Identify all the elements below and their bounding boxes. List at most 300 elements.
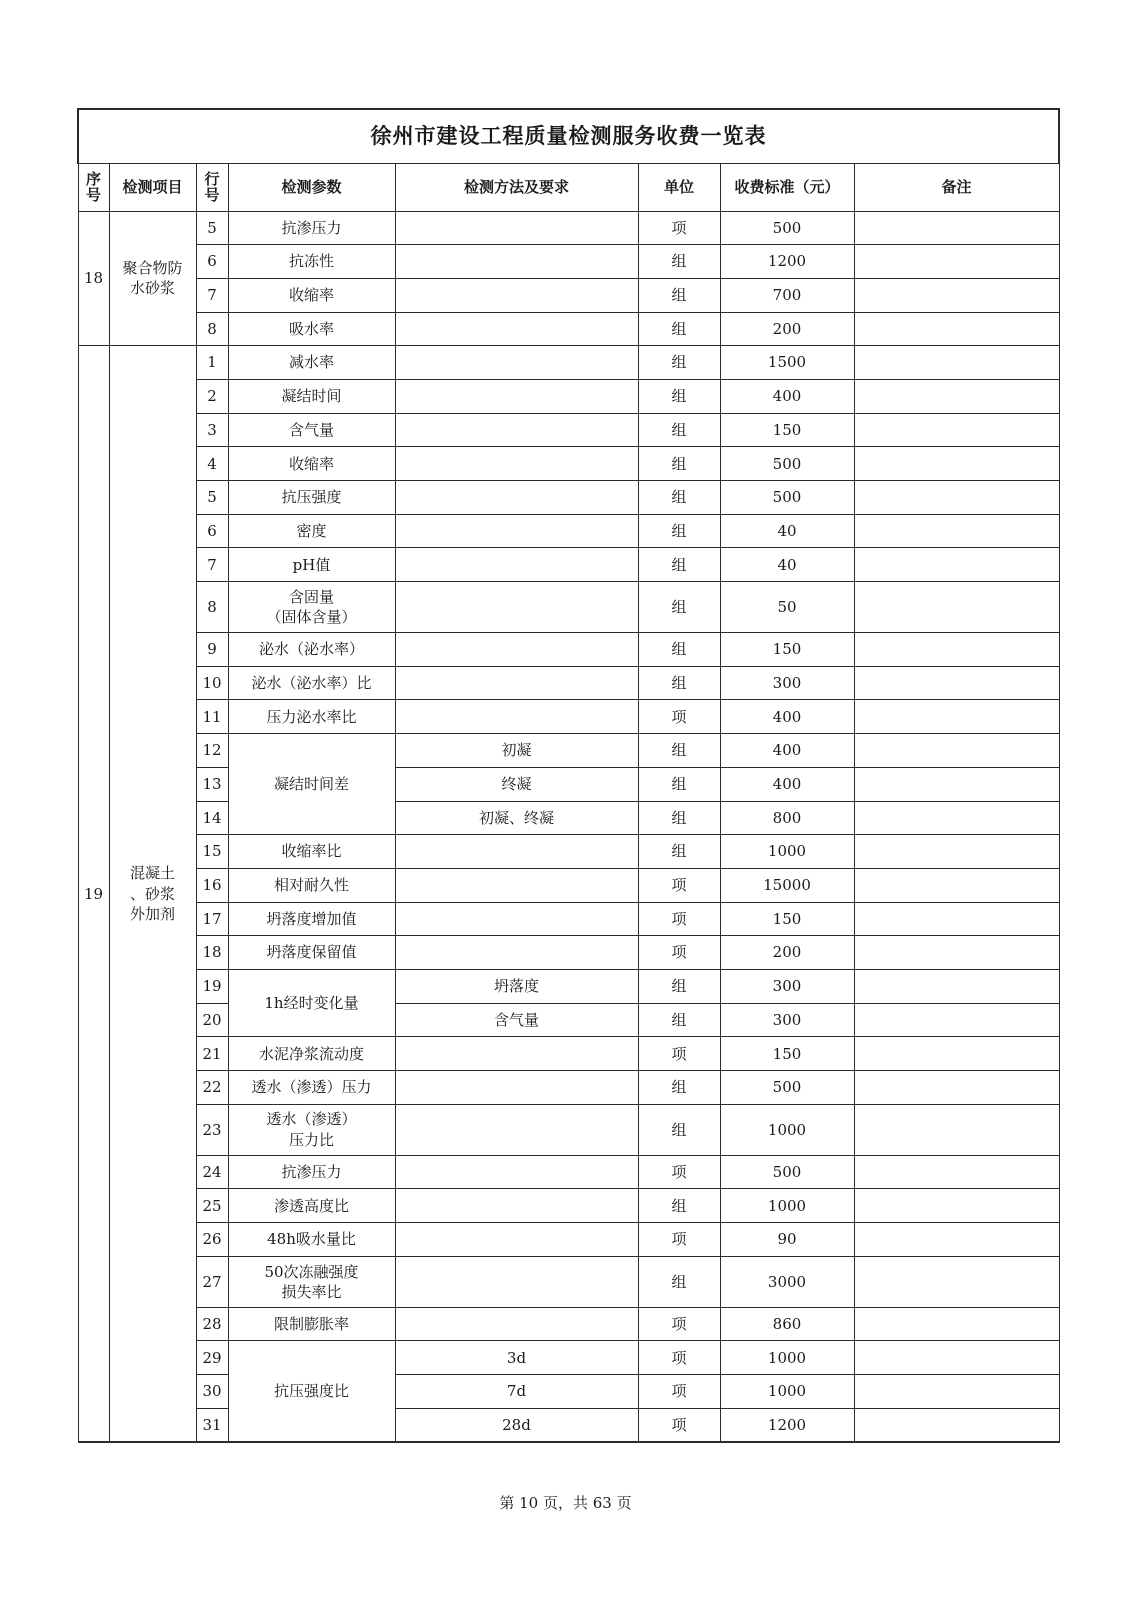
test-method xyxy=(395,835,638,869)
unit-text: 组 xyxy=(671,597,687,616)
test-param xyxy=(228,346,395,380)
test-param xyxy=(228,514,395,548)
test-param xyxy=(228,548,395,582)
test-param xyxy=(228,969,395,1036)
test-method xyxy=(395,548,638,582)
note xyxy=(854,1037,1059,1071)
fee xyxy=(720,346,854,380)
line-number-text: 6 xyxy=(207,521,217,540)
fee-text: 700 xyxy=(772,286,802,305)
unit-text: 组 xyxy=(671,741,687,760)
line-number-text: 10 xyxy=(202,673,222,692)
line-number xyxy=(196,312,228,346)
test-method xyxy=(395,278,638,312)
unit xyxy=(638,379,720,413)
unit-text: 组 xyxy=(671,488,687,507)
unit xyxy=(638,835,720,869)
fee xyxy=(720,868,854,902)
fee xyxy=(720,1307,854,1341)
fee-text: 1000 xyxy=(767,842,807,861)
note xyxy=(854,1189,1059,1223)
line-number-text: 23 xyxy=(202,1120,222,1139)
table-row xyxy=(78,1155,1059,1189)
test-param xyxy=(228,936,395,970)
line-number xyxy=(196,379,228,413)
test-method-text: 含气量 xyxy=(493,1010,539,1029)
line-number xyxy=(196,1003,228,1037)
test-param xyxy=(228,902,395,936)
note xyxy=(854,245,1059,279)
note xyxy=(854,936,1059,970)
note xyxy=(854,835,1059,869)
test-param-text: 凝结时间 xyxy=(281,387,342,406)
unit xyxy=(638,767,720,801)
line-number xyxy=(196,868,228,902)
table-row xyxy=(78,1223,1059,1257)
test-param-text: 水泥净浆流动度 xyxy=(258,1044,364,1063)
header-note: 备注 xyxy=(854,163,1059,211)
line-number-text: 13 xyxy=(202,775,222,794)
fee-text: 150 xyxy=(772,909,802,928)
test-param-text: pH值 xyxy=(292,555,331,574)
test-param-text: 限制膨胀率 xyxy=(273,1314,349,1333)
note xyxy=(854,734,1059,768)
fee xyxy=(720,767,854,801)
test-param-text: 抗压强度比 xyxy=(273,1382,349,1401)
line-number-text: 4 xyxy=(207,454,217,473)
unit xyxy=(638,1155,720,1189)
header-line: 行 号 xyxy=(196,163,228,211)
table-row xyxy=(78,666,1059,700)
test-param xyxy=(228,1071,395,1105)
unit-text: 组 xyxy=(671,1272,687,1291)
line-number xyxy=(196,548,228,582)
test-method xyxy=(395,1189,638,1223)
unit-text: 组 xyxy=(671,977,687,996)
line-number xyxy=(196,1375,228,1409)
fee xyxy=(720,1155,854,1189)
test-method xyxy=(395,1003,638,1037)
note xyxy=(854,548,1059,582)
fee-text: 150 xyxy=(772,1044,802,1063)
fee-text: 800 xyxy=(772,808,802,827)
test-method xyxy=(395,447,638,481)
test-method xyxy=(395,211,638,245)
unit xyxy=(638,548,720,582)
test-method xyxy=(395,312,638,346)
line-number xyxy=(196,1341,228,1375)
unit xyxy=(638,481,720,515)
line-number-text: 5 xyxy=(207,218,217,237)
test-param-text: 含固量 （固体含量） xyxy=(266,587,357,627)
fee xyxy=(720,1037,854,1071)
fee-text: 300 xyxy=(772,977,802,996)
test-method xyxy=(395,1256,638,1307)
unit xyxy=(638,1408,720,1442)
fee xyxy=(720,1104,854,1155)
line-number-text: 29 xyxy=(202,1348,222,1367)
unit xyxy=(638,582,720,633)
line-number xyxy=(196,767,228,801)
note xyxy=(854,278,1059,312)
test-param xyxy=(228,1104,395,1155)
line-number xyxy=(196,936,228,970)
fee-text: 500 xyxy=(772,454,802,473)
header-param: 检测参数 xyxy=(228,163,395,211)
note xyxy=(854,1003,1059,1037)
line-number xyxy=(196,1155,228,1189)
unit-text: 项 xyxy=(671,1162,687,1181)
test-method-text: 终凝 xyxy=(501,775,532,794)
test-method-text: 7d xyxy=(506,1382,527,1401)
test-param xyxy=(228,700,395,734)
test-param-text: 坍落度保留值 xyxy=(266,943,357,962)
fee-text: 40 xyxy=(777,555,797,574)
unit xyxy=(638,734,720,768)
test-param-text: 抗渗压力 xyxy=(281,218,342,237)
test-method xyxy=(395,801,638,835)
line-number-text: 20 xyxy=(202,1010,222,1029)
test-param xyxy=(228,447,395,481)
fee-text: 1000 xyxy=(767,1120,807,1139)
line-number xyxy=(196,835,228,869)
unit xyxy=(638,1189,720,1223)
test-method-text: 3d xyxy=(506,1348,527,1367)
fee-text: 3000 xyxy=(767,1272,807,1291)
note xyxy=(854,700,1059,734)
fee xyxy=(720,447,854,481)
note xyxy=(854,346,1059,380)
test-param xyxy=(228,666,395,700)
note xyxy=(854,633,1059,667)
group-seq xyxy=(78,211,109,346)
fee-text: 15000 xyxy=(763,876,811,895)
page-footer: 第 10 页，共 63 页 xyxy=(499,1494,632,1512)
fee-text: 400 xyxy=(772,775,802,794)
line-number xyxy=(196,1037,228,1071)
test-method xyxy=(395,936,638,970)
fee xyxy=(720,278,854,312)
line-number-text: 19 xyxy=(202,977,222,996)
line-number-text: 5 xyxy=(207,488,217,507)
fee-text: 150 xyxy=(772,420,802,439)
test-param xyxy=(228,1256,395,1307)
table-row xyxy=(78,1341,1059,1375)
test-method xyxy=(395,767,638,801)
unit-text: 组 xyxy=(671,775,687,794)
test-param-text: 压力泌水率比 xyxy=(266,707,357,726)
table-row xyxy=(78,1104,1059,1155)
header-unit: 单位 xyxy=(638,163,720,211)
fee-schedule-table xyxy=(77,108,1060,1443)
note xyxy=(854,447,1059,481)
unit xyxy=(638,514,720,548)
line-number-text: 12 xyxy=(202,741,222,760)
unit xyxy=(638,666,720,700)
line-number-text: 7 xyxy=(207,555,217,574)
line-number xyxy=(196,1189,228,1223)
test-param-text: 泌水（泌水率）比 xyxy=(251,673,372,692)
line-number xyxy=(196,969,228,1003)
table-row xyxy=(78,1189,1059,1223)
test-method xyxy=(395,379,638,413)
note xyxy=(854,211,1059,245)
test-param-text: 凝结时间差 xyxy=(273,775,349,794)
line-number-text: 6 xyxy=(207,252,217,271)
note xyxy=(854,1307,1059,1341)
table-row xyxy=(78,211,1059,245)
table-row xyxy=(78,379,1059,413)
line-number xyxy=(196,413,228,447)
unit-text: 组 xyxy=(671,252,687,271)
fee xyxy=(720,801,854,835)
line-number xyxy=(196,582,228,633)
fee xyxy=(720,211,854,245)
unit-text: 项 xyxy=(671,1382,687,1401)
fee-text: 500 xyxy=(772,218,802,237)
test-param xyxy=(228,1341,395,1442)
line-number xyxy=(196,278,228,312)
test-method xyxy=(395,902,638,936)
note xyxy=(854,868,1059,902)
unit xyxy=(638,902,720,936)
test-param-text: 50次冻融强度 损失率比 xyxy=(264,1262,359,1301)
test-param-text: 密度 xyxy=(296,521,327,540)
test-param-text: 坍落度增加值 xyxy=(266,909,357,928)
table-row xyxy=(78,801,1059,835)
unit-text: 项 xyxy=(671,1314,687,1333)
test-param xyxy=(228,734,395,835)
unit-text: 组 xyxy=(671,319,687,338)
unit xyxy=(638,1104,720,1155)
test-param-text: 含气量 xyxy=(288,420,334,439)
fee-text: 40 xyxy=(777,521,797,540)
line-number xyxy=(196,902,228,936)
test-param-text: 相对耐久性 xyxy=(273,876,349,895)
test-param-text: 减水率 xyxy=(288,353,334,372)
note xyxy=(854,767,1059,801)
test-param xyxy=(228,633,395,667)
line-number xyxy=(196,1408,228,1442)
test-param-text: 收缩率 xyxy=(288,286,334,305)
line-number xyxy=(196,514,228,548)
unit-text: 组 xyxy=(671,454,687,473)
fee xyxy=(720,1071,854,1105)
fee-text: 300 xyxy=(772,673,802,692)
test-param-text: 抗冻性 xyxy=(288,252,334,271)
table-row xyxy=(78,868,1059,902)
line-number xyxy=(196,700,228,734)
fee-text: 500 xyxy=(772,1162,802,1181)
fee xyxy=(720,1408,854,1442)
line-number-text: 7 xyxy=(207,286,217,305)
test-param xyxy=(228,278,395,312)
note xyxy=(854,1223,1059,1257)
unit-text: 组 xyxy=(671,521,687,540)
test-param-text: 吸水率 xyxy=(288,319,334,338)
note xyxy=(854,582,1059,633)
fee xyxy=(720,835,854,869)
line-number-text: 27 xyxy=(202,1272,222,1291)
unit-text: 项 xyxy=(671,1230,687,1249)
line-number xyxy=(196,447,228,481)
unit xyxy=(638,1071,720,1105)
table-row xyxy=(78,902,1059,936)
test-param-text: 渗透高度比 xyxy=(273,1196,349,1215)
fee-text: 200 xyxy=(772,943,802,962)
note xyxy=(854,413,1059,447)
test-param xyxy=(228,481,395,515)
fee-text: 200 xyxy=(772,319,802,338)
fee-text: 1500 xyxy=(767,353,807,372)
line-number xyxy=(196,481,228,515)
unit-text: 项 xyxy=(671,1415,687,1434)
line-number-text: 8 xyxy=(207,319,217,338)
line-number xyxy=(196,1223,228,1257)
test-method xyxy=(395,1071,638,1105)
fee-text: 90 xyxy=(777,1230,797,1249)
unit xyxy=(638,1256,720,1307)
line-number-text: 24 xyxy=(202,1162,222,1181)
note xyxy=(854,1104,1059,1155)
test-param-text: 48h吸水量比 xyxy=(267,1230,356,1249)
test-param-text: 1h经时变化量 xyxy=(264,994,359,1012)
fee xyxy=(720,969,854,1003)
line-number-text: 3 xyxy=(207,420,217,439)
unit-text: 项 xyxy=(671,943,687,962)
fee xyxy=(720,481,854,515)
table-row xyxy=(78,767,1059,801)
test-method xyxy=(395,1375,638,1409)
line-number xyxy=(196,245,228,279)
test-method xyxy=(395,514,638,548)
test-param xyxy=(228,1155,395,1189)
test-method xyxy=(395,582,638,633)
group-seq-text: 18 xyxy=(83,269,104,288)
unit xyxy=(638,1003,720,1037)
test-param xyxy=(228,1037,395,1071)
unit xyxy=(638,1307,720,1341)
line-number-text: 14 xyxy=(202,808,222,827)
fee xyxy=(720,582,854,633)
header-item: 检测项目 xyxy=(109,163,196,211)
fee xyxy=(720,1256,854,1307)
test-method xyxy=(395,700,638,734)
table-row xyxy=(78,548,1059,582)
test-param-text: 收缩率比 xyxy=(281,842,342,861)
test-method xyxy=(395,1155,638,1189)
table-row xyxy=(78,447,1059,481)
note xyxy=(854,1375,1059,1409)
fee xyxy=(720,902,854,936)
unit xyxy=(638,1375,720,1409)
note xyxy=(854,312,1059,346)
line-number xyxy=(196,1071,228,1105)
fee xyxy=(720,312,854,346)
fee xyxy=(720,548,854,582)
test-param xyxy=(228,211,395,245)
unit xyxy=(638,868,720,902)
test-method xyxy=(395,666,638,700)
test-method xyxy=(395,734,638,768)
note xyxy=(854,801,1059,835)
table-row xyxy=(78,481,1059,515)
line-number xyxy=(196,346,228,380)
test-param xyxy=(228,1189,395,1223)
fee-text: 1000 xyxy=(767,1382,807,1401)
test-method xyxy=(395,1037,638,1071)
unit-text: 组 xyxy=(671,640,687,659)
unit xyxy=(638,312,720,346)
unit xyxy=(638,211,720,245)
unit xyxy=(638,346,720,380)
note xyxy=(854,481,1059,515)
note xyxy=(854,902,1059,936)
table-row xyxy=(78,1071,1059,1105)
unit-text: 组 xyxy=(671,387,687,406)
group-seq-text: 19 xyxy=(83,884,104,903)
line-number-text: 16 xyxy=(202,876,222,895)
test-param xyxy=(228,245,395,279)
unit-text: 组 xyxy=(671,555,687,574)
table-row xyxy=(78,278,1059,312)
fee-text: 150 xyxy=(772,640,802,659)
note xyxy=(854,969,1059,1003)
line-number-text: 30 xyxy=(202,1382,222,1401)
line-number xyxy=(196,211,228,245)
fee xyxy=(720,1341,854,1375)
test-param xyxy=(228,1223,395,1257)
unit-text: 项 xyxy=(671,707,687,726)
line-number-text: 28 xyxy=(202,1314,222,1333)
test-param-text: 泌水（泌水率） xyxy=(258,640,364,659)
test-method-text: 初凝 xyxy=(501,741,532,760)
unit xyxy=(638,447,720,481)
line-number xyxy=(196,666,228,700)
line-number-text: 22 xyxy=(202,1078,222,1097)
fee-text: 860 xyxy=(772,1314,802,1333)
table-title: 徐州市建设工程质量检测服务收费一览表 xyxy=(78,109,1059,163)
test-param xyxy=(228,413,395,447)
table-row xyxy=(78,413,1059,447)
note xyxy=(854,1256,1059,1307)
fee xyxy=(720,413,854,447)
test-method xyxy=(395,413,638,447)
unit xyxy=(638,936,720,970)
test-method xyxy=(395,969,638,1003)
fee xyxy=(720,1223,854,1257)
test-param-text: 收缩率 xyxy=(288,454,334,473)
test-method xyxy=(395,1341,638,1375)
table-row xyxy=(78,1375,1059,1409)
test-method xyxy=(395,1307,638,1341)
unit-text: 组 xyxy=(671,1078,687,1097)
line-number-text: 8 xyxy=(207,597,217,616)
group-item xyxy=(109,211,196,346)
line-number-text: 15 xyxy=(202,842,222,861)
note xyxy=(854,514,1059,548)
unit-text: 项 xyxy=(671,218,687,237)
fee-text: 500 xyxy=(772,1078,802,1097)
unit-text: 项 xyxy=(671,1348,687,1367)
unit xyxy=(638,413,720,447)
fee xyxy=(720,734,854,768)
test-method xyxy=(395,1104,638,1155)
unit xyxy=(638,969,720,1003)
test-method xyxy=(395,868,638,902)
line-number-text: 21 xyxy=(202,1044,222,1063)
line-number-text: 17 xyxy=(202,909,222,928)
